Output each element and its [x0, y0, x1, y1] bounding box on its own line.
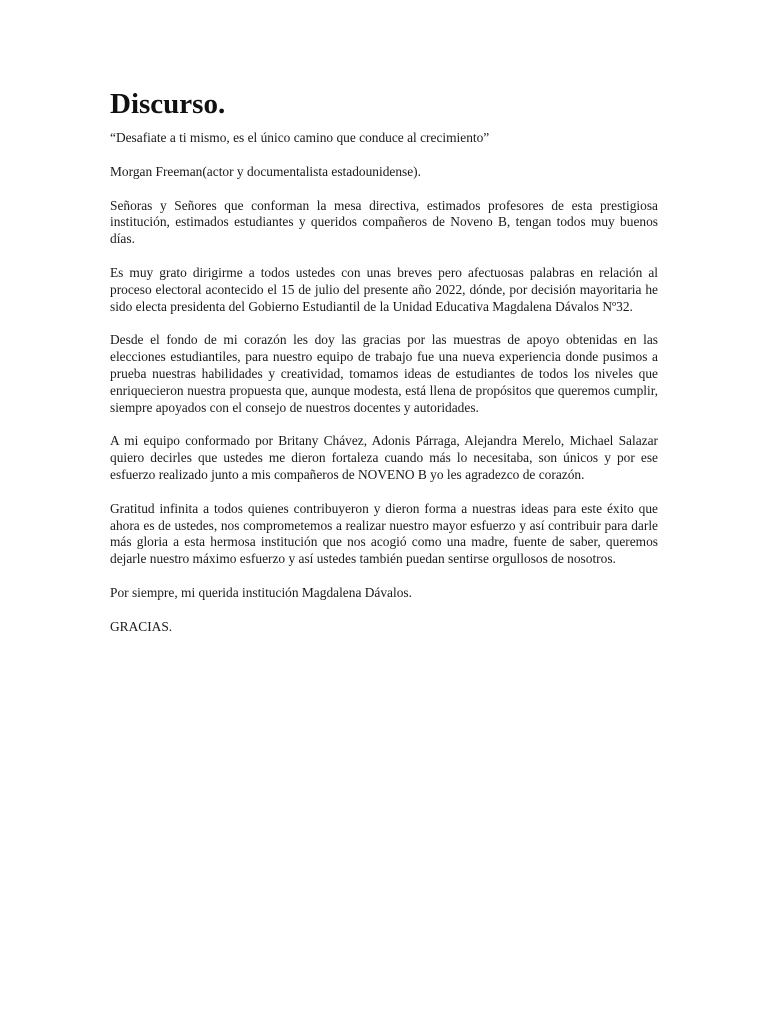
- thanks-paragraph: GRACIAS.: [110, 618, 173, 634]
- body-paragraph: Desde el fondo de mi corazón les doy las gracias por las muestras de apoyo obtenidas en las elecciones estudiantiles, para nuestro equipo de trabajo fue una nueva experiencia donde pusimos a prueba nuestras habilidades y creatividad, tomamos ideas de estudiantes de todos los niveles que enriquecieron nuestra propuesta que, aunque modesta, está llena de propósitos que queremos cumplir, siempre apoyados con el consejo de nuestros docentes y autoridades.: [110, 332, 658, 415]
- closing-paragraph: Por siempre, mi querida institución Magdalena Dávalos.: [110, 584, 412, 600]
- body-paragraph: Señoras y Señores que conforman la mesa directiva, estimados profesores de esta prestigiosa institución, estimados estudiantes y queridos compañeros de Noveno B, tengan todos muy buenos días.: [110, 197, 658, 247]
- document-page: [110, 86, 658, 653]
- body-paragraph: Es muy grato dirigirme a todos ustedes con unas breves pero afectuosas palabras en relación al proceso electoral acontecido el 15 de julio del presente año 2022, dónde, por decisión mayoritaria he sido electa presidenta del Gobierno Estudiantil de la Unidad Educativa Magdalena Dávalos Nº32.: [110, 264, 658, 314]
- quote-paragraph: “Desafiate a ti mismo, es el único camino que conduce al crecimiento”: [110, 130, 490, 145]
- author-attribution: Morgan Freeman(actor y documentalista estadounidense).: [110, 163, 421, 179]
- document-title: Discurso.: [110, 88, 226, 120]
- body-paragraph: Gratitud infinita a todos quienes contribuyeron y dieron forma a nuestras ideas para este éxito que ahora es de ustedes, nos comprometemos a realizar nuestro mayor esfuerzo y así contribuir para darle más gloria a esta hermosa institución que nos acogió como una madre, fuente de saber, queremos dejarle nuestro máximo esfuerzo y así ustedes también puedan sentirse orgullosos de nosotros.: [110, 500, 658, 567]
- body-paragraph: A mi equipo conformado por Britany Chávez, Adonis Párraga, Alejandra Merelo, Michael Salazar quiero decirles que ustedes me dieron fortaleza cuando más lo necesitaba, son únicos y por ese esfuerzo realizado junto a mis compañeros de NOVENO B yo les agradezco de corazón.: [110, 433, 658, 482]
